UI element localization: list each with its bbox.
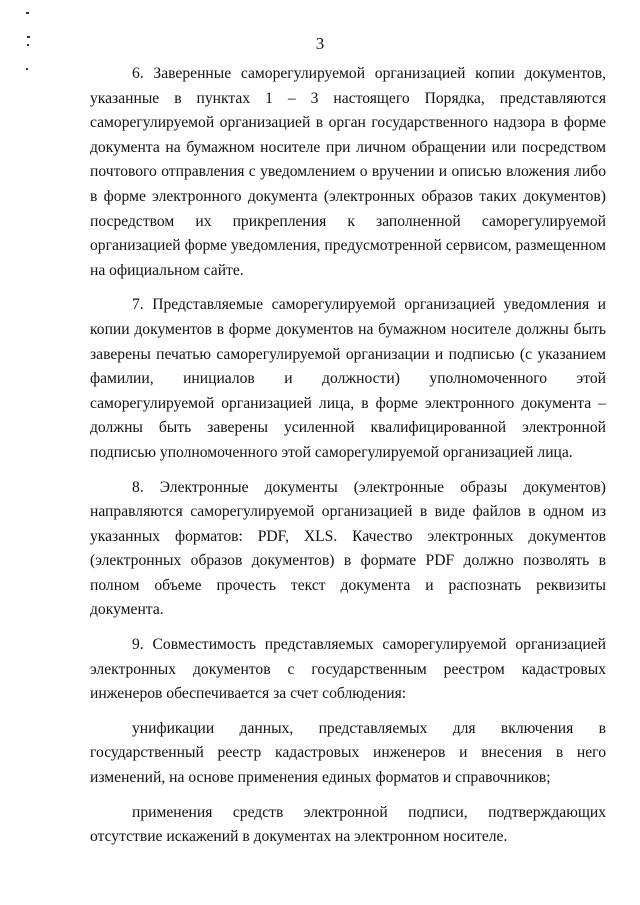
paragraph-subitem-signature: применения средств электронной подписи, подтверждающих отсутствие искажений в документах на электронном носителе. xyxy=(90,803,606,846)
paragraph-subitem-unification: унификации данных, представляемых для включения в государственный реестр кадастровых инженеров и внесения в него изменений, на основе применения единых форматов и справочников; xyxy=(90,719,606,787)
paragraph-item-7: 7. Представляемые саморегулируемой организацией уведомления и копии документов в форме документов на бумажном носителе должны быть заверены печатью саморегулируемой организации и подписью (с указанием фамилии, инициалов и должности) уполномоченного этой саморегулируемой организацией лица, в форме электронного документа – должны быть заверены усиленной квалифицированной электронной подписью уполномоченного этой саморегулируемой организацией лица. xyxy=(90,296,606,461)
scan-artifact-mark xyxy=(26,12,29,14)
paragraph-item-9: 9. Совместимость представляемых саморегулируемой организацией электронных документов с государственным реестром кадастровых инженеров обеспечивается за счет соблюдения: xyxy=(90,636,606,703)
paragraph-item-6: 6. Заверенные саморегулируемой организацией копии документов, указанные в пунктах 1 – 3 настоящего Порядка, представляются саморегулируемой организацией в орган государственного надзора в форме документа на бумажном носителе при личном обращении или посредством почтового отправления с уведомлением о вручении и описью вложения либо в форме электронного документа (электронных образов таких документов) посредством их прикрепления к заполненной саморегулируемой организацией форме уведомления, предусмотренной сервисом, размещенном на официальном сайте. xyxy=(90,65,606,279)
document-body xyxy=(90,62,606,860)
paragraph-item-8: 8. Электронные документы (электронные образы документов) направляются саморегулируемой организацией в виде файлов в одном из указанных форматов: PDF, XLS. Качество электронных документов (электронных образов документов) в формате PDF должно позволять в полном объеме прочесть текст документа и распознать реквизиты документа. xyxy=(90,478,606,619)
page-number: 3 xyxy=(315,34,325,53)
scan-artifact-mark xyxy=(26,68,28,70)
